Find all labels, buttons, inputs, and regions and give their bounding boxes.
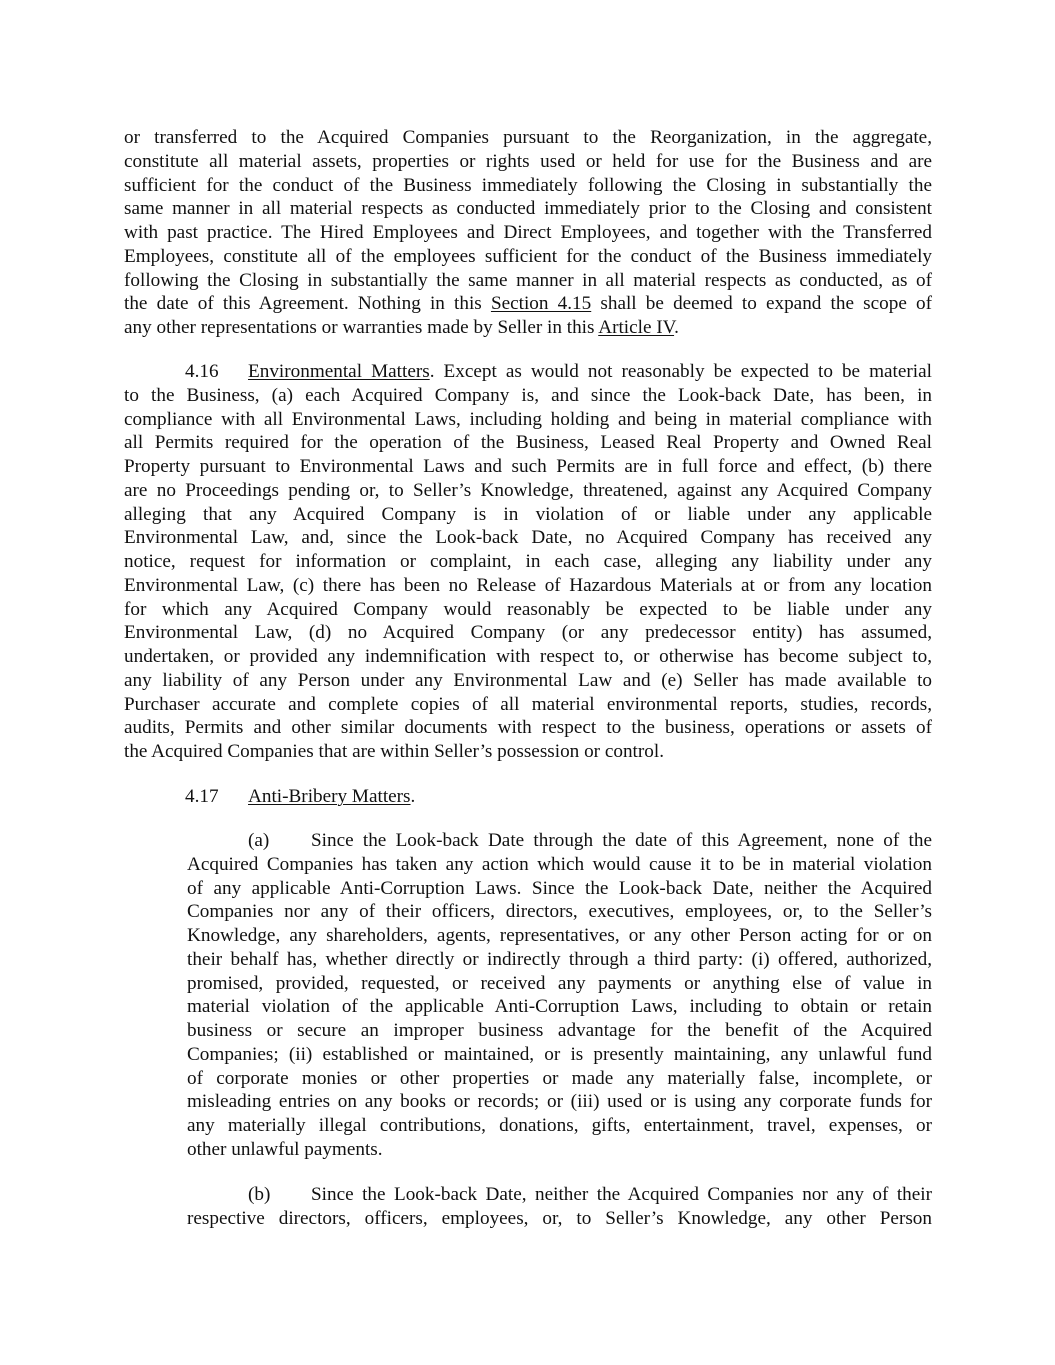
- text-line: Property pursuant to Environmental Laws and such Permits are in full force and effect, (b) there: [124, 456, 932, 477]
- text-line: respective directors, officers, employees, or, to Seller’s Knowledge, any other Person: [187, 1207, 932, 1229]
- text: .: [674, 317, 679, 338]
- text-line: are no Proceedings pending or, to Seller’s Knowledge, threatened, against any Acquired Company: [124, 479, 932, 501]
- text-line: business or secure an improper business advantage for the benefit of the Acquired: [187, 1020, 932, 1041]
- text-line: undertaken, or provided any indemnification with respect to, or otherwise has become subject to,: [124, 646, 932, 667]
- text-line: material violation of the applicable Anti-Corruption Laws, including to obtain or retain: [187, 996, 932, 1018]
- text: Since the Look-back Date through the date of this Agreement, none of the: [311, 830, 932, 851]
- text-line: or transferred to the Acquired Companies pursuant to the Reorganization, in the aggregate,: [124, 127, 932, 148]
- text-line: any materially illegal contributions, donations, gifts, entertainment, travel, expenses, or: [187, 1115, 932, 1136]
- subsection-label: (b): [248, 1184, 271, 1205]
- text-line: Purchaser accurate and complete copies of all material environmental reports, studies, records,: [124, 693, 932, 715]
- text: Since the Look-back Date, neither the Acquired Companies nor any of their: [311, 1184, 932, 1205]
- section-number: 4.16: [185, 361, 219, 382]
- text-line: misleading entries on any books or records; or (iii) used or is using any corporate funds for: [187, 1091, 932, 1113]
- text-line: Environmental Law, (c) there has been no Release of Hazardous Materials at or from any location: [124, 574, 932, 596]
- text-line: [124, 316, 932, 340]
- subsection-4-17-a: [187, 829, 932, 1162]
- text-line: [124, 292, 932, 316]
- text-line: Knowledge, any shareholders, agents, representatives, or any other Person acting for or on: [187, 925, 932, 946]
- text-line: [124, 360, 932, 384]
- section-number: 4.17: [185, 786, 219, 807]
- text-line: sufficient for the conduct of the Business immediately following the Closing in substantially the: [124, 174, 932, 196]
- section-heading: Environmental Matters: [248, 361, 430, 382]
- text-line: following the Closing in substantially the same manner in all material respects as conducted, as of: [124, 269, 932, 291]
- text-line: constitute all material assets, properties or rights used or held for use for the Business and are: [124, 150, 932, 172]
- text: shall be deemed to expand the scope of: [591, 293, 932, 315]
- text-line: any liability of any Person under any Environmental Law and (e) Seller has made available to: [124, 669, 932, 691]
- text: any other representations or warranties made by Seller in this: [124, 317, 599, 338]
- text-line: Acquired Companies has taken any action which would cause it to be in material violation: [187, 853, 932, 875]
- text-line: Companies nor any of their officers, directors, executives, employees, or, to the Seller’s: [187, 901, 932, 923]
- text: .: [410, 786, 416, 807]
- text-line: [187, 829, 932, 853]
- text-line: of any applicable Anti-Corruption Laws. Since the Look-back Date, neither the Acquired: [187, 877, 932, 899]
- text-line: other unlawful payments.: [187, 1138, 383, 1160]
- article-iv-reference: Article IV: [598, 317, 675, 338]
- text-line: Environmental Law, (d) no Acquired Company (or any predecessor entity) has assumed,: [124, 622, 932, 644]
- text-line: same manner in all material respects as conducted immediately prior to the Closing and consistent: [124, 198, 932, 220]
- text-line: the Acquired Companies that are within Seller’s possession or control.: [124, 741, 664, 762]
- paragraph-4-15-continuation: [124, 126, 932, 340]
- text-line: Environmental Law, and, since the Look-back Date, no Acquired Company has received any: [124, 527, 932, 549]
- text: . Except as would not reasonably be expected to be material: [429, 361, 932, 382]
- text-line: of corporate monies or other properties or made any materially false, incomplete, or: [187, 1067, 932, 1089]
- subsection-label: (a): [248, 830, 270, 851]
- text-line: [185, 785, 932, 809]
- text-line: for which any Acquired Company would reasonably be expected to be liable under any: [124, 598, 932, 620]
- text-line: Companies; (ii) established or maintained, or is presently maintaining, any unlawful fund: [187, 1043, 932, 1065]
- section-4-16: [124, 360, 932, 764]
- text-line: with past practice. The Hired Employees and Direct Employees, and together with the Transferred: [124, 222, 932, 243]
- section-4-17-heading: [185, 785, 932, 809]
- text-line: [187, 1183, 932, 1207]
- section-4-15-reference: Section 4.15: [490, 293, 592, 315]
- text-line: Employees, constitute all of the employees sufficient for the conduct of the Business immediately: [124, 245, 932, 267]
- text-line: to the Business, (a) each Acquired Company is, and since the Look-back Date, has been, in: [124, 384, 932, 406]
- text-line: promised, provided, requested, or received any payments or anything else of value in: [187, 972, 932, 994]
- text: the date of this Agreement. Nothing in this: [124, 293, 491, 315]
- text-line: their behalf has, whether directly or indirectly through a third party: (i) offered, authorized,: [187, 948, 932, 970]
- subsection-4-17-b: [187, 1183, 932, 1231]
- text-line: alleging that any Acquired Company is in violation of or liable under any applicable: [124, 503, 932, 525]
- text-line: all Permits required for the operation of the Business, Leased Real Property and Owned Real: [124, 432, 932, 454]
- section-heading: Anti-Bribery Matters: [248, 786, 411, 807]
- text-line: compliance with all Environmental Laws, including holding and being in material compliance with: [124, 408, 932, 430]
- text-line: audits, Permits and other similar documents with respect to the business, operations or assets of: [124, 717, 932, 739]
- text-line: notice, request for information or complaint, in each case, alleging any liability under any: [124, 551, 932, 572]
